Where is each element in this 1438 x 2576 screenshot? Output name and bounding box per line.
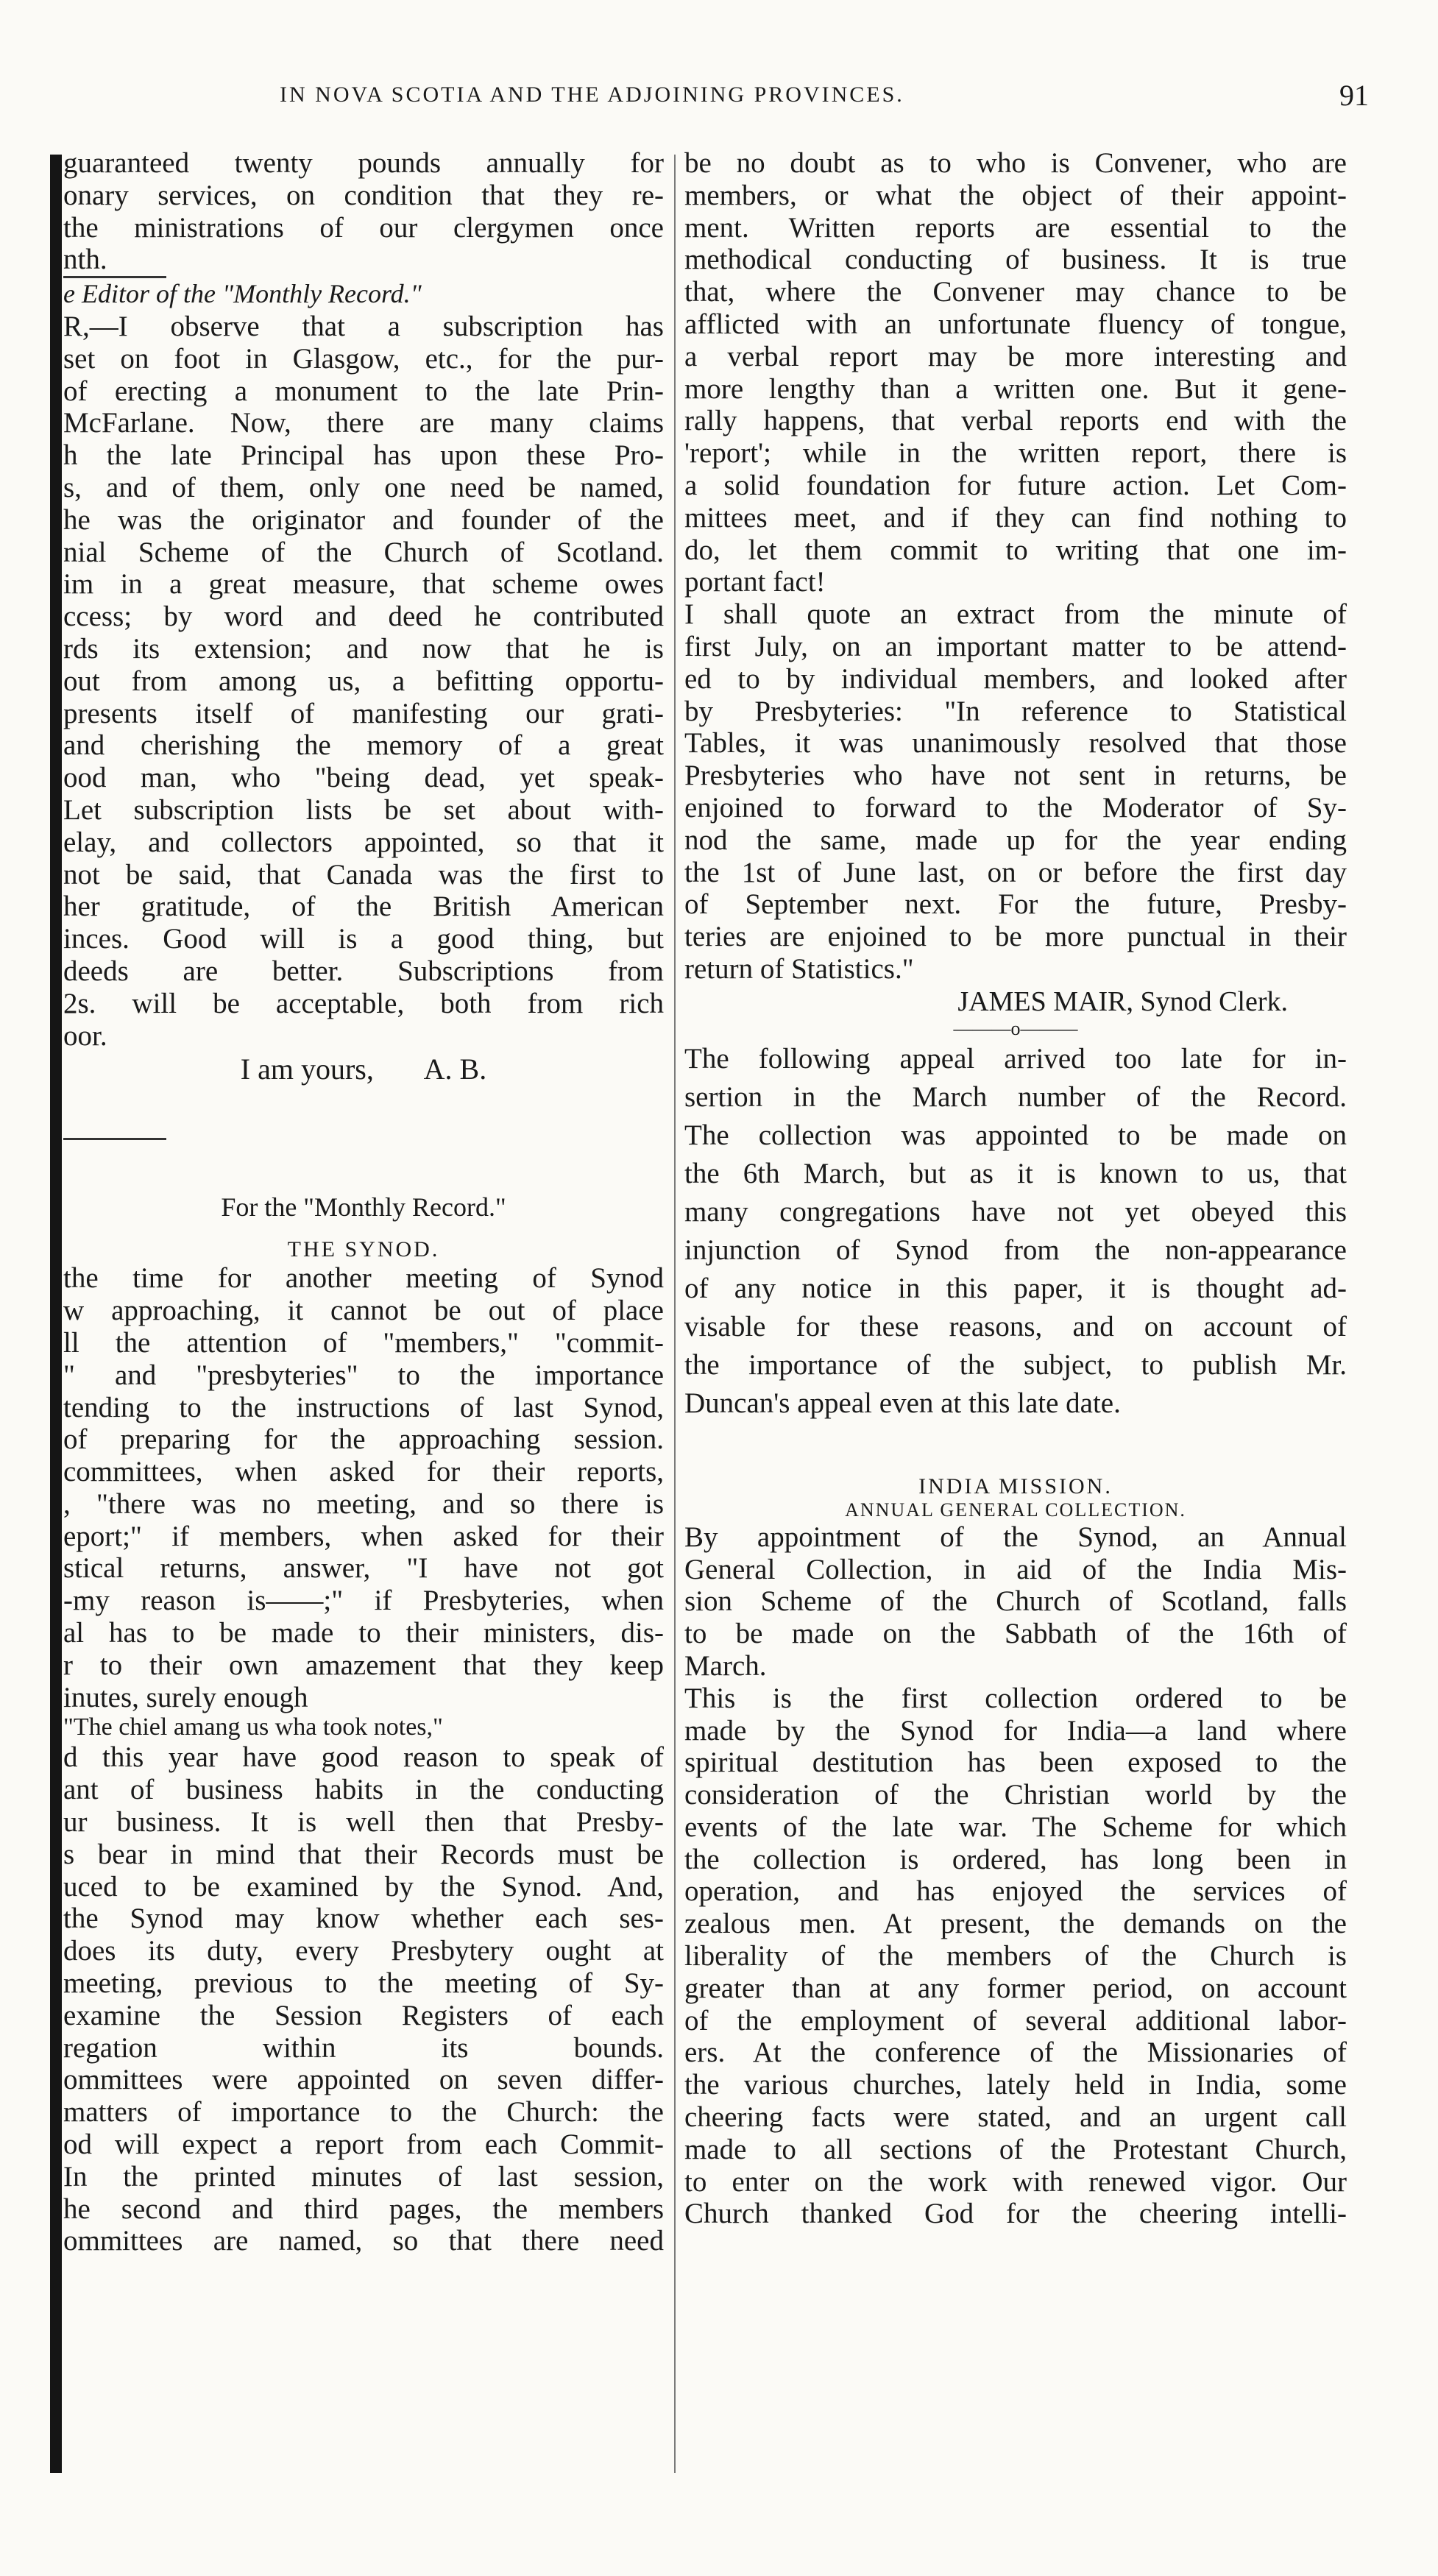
text-line: ll the attention of "members," "commit- [63, 1326, 664, 1359]
letter-heading: e Editor of the "Monthly Record." [63, 279, 422, 309]
text-line: meeting, previous to the meeting of Sy- [63, 1967, 664, 2000]
text-line: that, where the Convener may chance to be [684, 276, 1347, 308]
text-line: many congregations have not yet obeyed this [684, 1195, 1347, 1228]
text-line: March. [684, 1649, 767, 1682]
text-line: rds its extension; and now that he is [63, 632, 664, 665]
text-line: of erecting a monument to the late Prin- [63, 375, 664, 407]
synod-body [63, 1262, 664, 1713]
text-line: Presbyteries who have not sent in returns, be [684, 760, 1347, 792]
text-line: r to their own amazement that they keep [63, 1649, 664, 1681]
signature: JAMES MAIR, Synod Clerk. [957, 986, 1288, 1017]
india-title: INDIA MISSION. [918, 1473, 1113, 1498]
text-line: of any notice in this paper, it is thought ad- [684, 1272, 1347, 1304]
text-line: of preparing for the approaching session. [63, 1423, 664, 1456]
text-line: tending to the instructions of last Synod, [63, 1391, 664, 1423]
text-line: By appointment of the Synod, an Annual [684, 1521, 1347, 1553]
text-line: injunction of Synod from the non-appearance [684, 1234, 1347, 1266]
text-line: ment. Written reports are essential to the [684, 211, 1347, 244]
text-line: does its duty, every Presbytery ought at [63, 1935, 664, 1967]
text-line: teries are enjoined to be more punctual in their [684, 921, 1347, 953]
text-line: made by the Synod for India—a land where [684, 1714, 1347, 1747]
india-subtitle: ANNUAL GENERAL COLLECTION. [845, 1498, 1186, 1521]
text-line: eport;" if members, when asked for their [63, 1520, 664, 1552]
text-line: General Collection, in aid of the India Mis- [684, 1553, 1347, 1585]
running-title: IN NOVA SCOTIA AND THE ADJOINING PROVINCES. [280, 82, 904, 107]
text-line: al has to be made to their ministers, dis- [63, 1617, 664, 1649]
text-line: inces. Good will is a good thing, but [63, 923, 664, 955]
text-line: ant of business habits in the conducting [63, 1774, 664, 1806]
right-column [684, 147, 1347, 2230]
text-line: nth. [63, 244, 107, 276]
closing-initials: A. B. [423, 1052, 487, 1086]
text-line: the time for another meeting of Synod [63, 1262, 664, 1295]
text-line: to enter on the work with renewed vigor. Our [684, 2165, 1347, 2198]
text-line: greater than at any former period, on account [684, 1972, 1347, 2004]
text-line: presents itself of manifesting our grati- [63, 697, 664, 729]
text-line: 2s. will be acceptable, both from rich [63, 987, 664, 1019]
text-line: nial Scheme of the Church of Scotland. [63, 536, 664, 568]
text-line: her gratitude, of the British American [63, 891, 664, 923]
text-line: more lengthy than a written one. But it gene- [684, 372, 1347, 405]
letter-body-2 [63, 794, 664, 1052]
for-record-heading: For the "Monthly Record." [221, 1192, 506, 1222]
text-line: sion Scheme of the Church of Scotland, falls [684, 1585, 1347, 1618]
text-line: zealous men. At present, the demands on the [684, 1908, 1347, 1940]
text-line: ccess; by word and deed he contributed [63, 601, 664, 633]
text-line: liberality of the members of the Church is [684, 1940, 1347, 1972]
text-line: In the printed minutes of last session, [63, 2160, 664, 2193]
text-line: This is the first collection ordered to be [684, 1682, 1347, 1714]
text-line: of the employment of several additional labor- [684, 2004, 1347, 2037]
text-line: by Presbyteries: "In reference to Statistical [684, 695, 1347, 727]
right-para-1 [684, 147, 1347, 598]
text-line: ers. At the conference of the Missionaries of [684, 2037, 1347, 2069]
text-line: the ministrations of our clergymen once [63, 211, 664, 244]
binding-edge [50, 155, 62, 2473]
text-line: elay, and collectors appointed, so that it [63, 826, 664, 858]
text-line: im in a great measure, that scheme owes [63, 568, 664, 601]
text-line: members, or what the object of their appoint- [684, 179, 1347, 211]
text-line: nod the same, made up for the year ending [684, 824, 1347, 856]
text-line: deeds are better. Subscriptions from [63, 955, 664, 987]
text-line: events of the late war. The Scheme for which [684, 1811, 1347, 1843]
synod-body-3 [63, 2161, 664, 2257]
text-line: committees, when asked for their reports, [63, 1456, 664, 1488]
text-line: do, let them commit to writing that one im- [684, 534, 1347, 566]
text-line: and cherishing the memory of a great [63, 729, 664, 762]
text-line: ood man, who "being dead, yet speak- [63, 762, 664, 794]
text-line: inutes, surely enough [63, 1681, 308, 1713]
text-line: uced to be examined by the Synod. And, [63, 1870, 664, 1903]
text-line: of September next. For the future, Presby- [684, 888, 1347, 921]
text-line: methodical conducting of business. It is true [684, 244, 1347, 276]
section-separator-2 [63, 1138, 166, 1140]
text-line: the 1st of June last, on or before the first day [684, 856, 1347, 888]
text-line: ommittees were appointed on seven differ- [63, 2064, 664, 2096]
text-line: , "there was no meeting, and so there is [63, 1487, 664, 1520]
text-line: out from among us, a befitting opportu- [63, 665, 664, 697]
text-line: d this year have good reason to speak of [63, 1741, 664, 1774]
column-rule [674, 155, 676, 2473]
text-line: -my reason is——;" if Presbyteries, when [63, 1585, 664, 1617]
synod-title: THE SYNOD. [287, 1237, 440, 1262]
text-line: he was the originator and founder of the [63, 503, 664, 536]
text-line: mittees meet, and if they can find nothing to [684, 501, 1347, 534]
text-line: visable for these reasons, and on account of [684, 1310, 1347, 1342]
text-line: ur business. It is well then that Presby- [63, 1806, 664, 1839]
text-line: stical returns, answer, "I have not got [63, 1552, 664, 1585]
text-line: set on foot in Glasgow, etc., for the pur- [63, 342, 664, 375]
text-line: The collection was appointed to be made on [684, 1119, 1347, 1151]
text-line: the collection is ordered, has long been in [684, 1843, 1347, 1875]
text-line: regation within its bounds. [63, 2031, 664, 2064]
synod-body-2 [63, 1741, 664, 2160]
text-line: 'report'; while in the written report, there is [684, 437, 1347, 470]
page-number: 91 [1339, 79, 1369, 112]
text-line: w approaching, it cannot be out of place [63, 1295, 664, 1327]
quote-line: "The chiel amang us wha took notes," [63, 1713, 443, 1741]
text-line: a solid foundation for future action. Let Com- [684, 469, 1347, 501]
text-line: The following appeal arrived too late for in- [684, 1042, 1347, 1075]
text-line: return of Statistics." [684, 952, 914, 985]
separator-o: ———o——— [953, 1017, 1078, 1039]
left-column [63, 147, 664, 2257]
text-line: guaranteed twenty pounds annually for [63, 147, 664, 179]
left-para-1 [63, 147, 664, 276]
appeal-body [684, 1040, 1347, 1423]
text-line: ed to by individual members, and looked after [684, 662, 1347, 695]
text-line: h the late Principal has upon these Pro- [63, 439, 664, 472]
text-line: matters of importance to the Church: the [63, 2096, 664, 2129]
text-line: examine the Session Registers of each [63, 1999, 664, 2031]
text-line: McFarlane. Now, there are many claims [63, 407, 664, 439]
text-line: the importance of the subject, to publish Mr. [684, 1348, 1347, 1381]
text-line: I shall quote an extract from the minute of [684, 598, 1347, 631]
text-line: ommittees are named, so that there need [63, 2225, 664, 2257]
text-line: s, and of them, only one need be named, [63, 471, 664, 503]
text-line: afflicted with an unfortunate fluency of tongue, [684, 308, 1347, 340]
india-body-1 [684, 1521, 1347, 1682]
text-line: Church thanked God for the cheering intelli- [684, 2198, 1347, 2230]
closing-text: I am yours, [240, 1052, 374, 1086]
text-line: R,—I observe that a subscription has [63, 310, 664, 342]
text-line: oor. [63, 1019, 107, 1052]
text-line: the 6th March, but as it is known to us, that [684, 1157, 1347, 1189]
text-line: made to all sections of the Protestant Church, [684, 2133, 1347, 2165]
text-line: Tables, it was unanimously resolved that those [684, 727, 1347, 760]
text-line: sertion in the March number of the Record. [684, 1080, 1347, 1113]
text-line: the Synod may know whether each ses- [63, 1903, 664, 1935]
text-line: operation, and has enjoyed the services of [684, 1875, 1347, 1908]
text-line: s bear in mind that their Records must be [63, 1838, 664, 1870]
text-line: enjoined to forward to the Moderator of Sy- [684, 791, 1347, 824]
text-line: od will expect a report from each Commit- [63, 2129, 664, 2161]
letter-closing [63, 1052, 664, 1086]
india-body-2 [684, 1682, 1347, 2231]
text-line: portant fact! [684, 566, 826, 598]
text-line: Duncan's appeal even at this late date. [684, 1387, 1121, 1419]
text-line: be no doubt as to who is Convener, who are [684, 147, 1347, 179]
text-line: to be made on the Sabbath of the 16th of [684, 1618, 1347, 1650]
text-line: Let subscription lists be set about with- [63, 793, 664, 826]
text-line: not be said, that Canada was the first to [63, 858, 664, 891]
text-line: first July, on an important matter to be attend- [684, 630, 1347, 662]
text-line: spiritual destitution has been exposed to the [684, 1747, 1347, 1779]
text-line: onary services, on condition that they re- [63, 179, 664, 211]
text-line: consideration of the Christian world by the [684, 1779, 1347, 1811]
text-line: rally happens, that verbal reports end with the [684, 405, 1347, 437]
letter-body [63, 311, 664, 794]
page-header [280, 79, 1369, 127]
text-line: " and "presbyteries" to the importance [63, 1359, 664, 1391]
text-line: he second and third pages, the members [63, 2193, 664, 2225]
right-para-2 [684, 598, 1347, 986]
text-line: cheering facts were stated, and an urgent call [684, 2101, 1347, 2134]
text-line: the various churches, lately held in India, some [684, 2069, 1347, 2101]
text-line: a verbal report may be more interesting and [684, 340, 1347, 372]
